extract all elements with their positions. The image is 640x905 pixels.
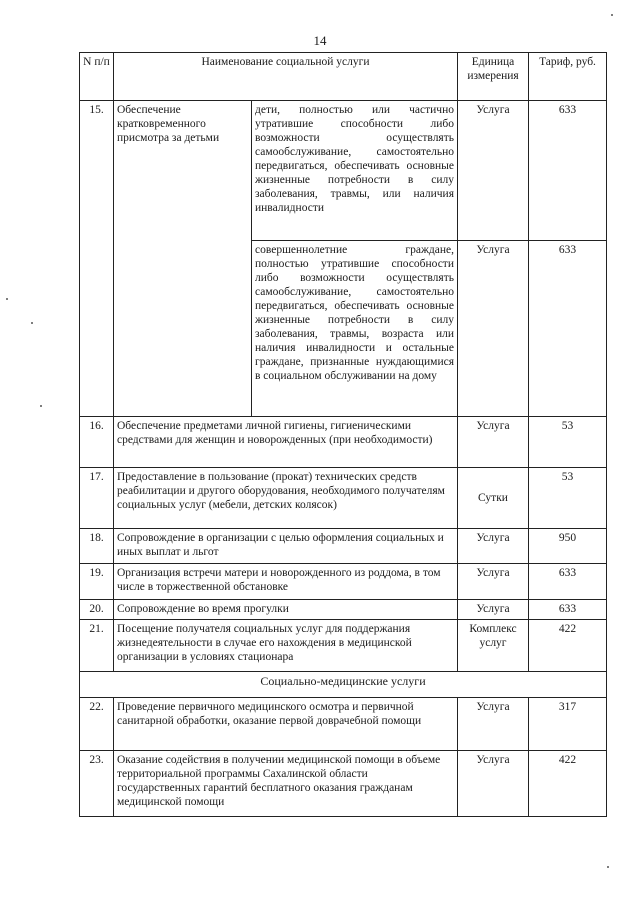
service-name: Организация встречи матери и новорожденного из роддома, в том числе в торжественной обстановке bbox=[114, 564, 458, 600]
scan-speck bbox=[607, 866, 609, 868]
unit-cell: Услуга bbox=[458, 600, 529, 620]
scan-speck bbox=[31, 322, 33, 324]
row-number: 19. bbox=[80, 564, 114, 600]
service-name: Обеспечение предметами личной гигиены, гигиеническими средствами для женщин и новорожденных (при необходимости) bbox=[114, 417, 458, 468]
table-row bbox=[80, 101, 607, 241]
section-title: Социально-медицинские услуги bbox=[80, 672, 607, 698]
unit-cell: Сутки bbox=[458, 468, 529, 529]
row-number: 16. bbox=[80, 417, 114, 468]
service-subcategory: совершеннолетние граждане, полностью утратившие способности либо возможности осуществлять самообслуживание, самостоятельно передвигаться, обеспечивать основные жизненные потребности в силу заболевания, травмы, возраста или наличия инвалидности и остальные граждане, признанные нуждающимися в социальном обслуживании на дому bbox=[252, 241, 458, 417]
tariff-table bbox=[79, 52, 607, 817]
tariff-cell: 317 bbox=[529, 698, 607, 751]
scan-speck bbox=[6, 298, 8, 300]
tariff-cell: 422 bbox=[529, 620, 607, 672]
unit-cell: Услуга bbox=[458, 101, 529, 241]
section-row bbox=[80, 672, 607, 698]
tariff-cell: 53 bbox=[529, 417, 607, 468]
service-name: Оказание содействия в получении медицинской помощи в объеме территориальной программы Сахалинской области государственных гарантий бесплатного оказания гражданам медицинской помощи bbox=[114, 751, 458, 817]
table-row bbox=[80, 600, 607, 620]
unit-cell: Услуга bbox=[458, 698, 529, 751]
service-name: Посещение получателя социальных услуг для поддержания жизнедеятельности в случае его нахождения в медицинской организации в условиях стационара bbox=[114, 620, 458, 672]
row-number: 20. bbox=[80, 600, 114, 620]
tariff-cell: 422 bbox=[529, 751, 607, 817]
header-name: Наименование социальной услуги bbox=[114, 53, 458, 101]
unit-cell: Услуга bbox=[458, 417, 529, 468]
table-row bbox=[80, 468, 607, 529]
service-name: Проведение первичного медицинского осмотра и первичной санитарной обработки, оказание первой доврачебной помощи bbox=[114, 698, 458, 751]
unit-cell: Услуга bbox=[458, 564, 529, 600]
table-row bbox=[80, 564, 607, 600]
service-name: Предоставление в пользование (прокат) технических средств реабилитации и другого оборудования, необходимого получателям социальных услуг (мебели, детских колясок) bbox=[114, 468, 458, 529]
table-row bbox=[80, 417, 607, 468]
table-row bbox=[80, 620, 607, 672]
table-header-row bbox=[80, 53, 607, 101]
service-name: Сопровождение во время прогулки bbox=[114, 600, 458, 620]
tariff-cell: 633 bbox=[529, 600, 607, 620]
scan-speck bbox=[611, 14, 613, 16]
table-row bbox=[80, 698, 607, 751]
tariff-cell: 633 bbox=[529, 101, 607, 241]
service-name: Сопровождение в организации с целью оформления социальных и иных выплат и льгот bbox=[114, 529, 458, 564]
table-row bbox=[80, 751, 607, 817]
unit-cell: Услуга bbox=[458, 751, 529, 817]
header-unit: Единица измерения bbox=[458, 53, 529, 101]
row-number: 22. bbox=[80, 698, 114, 751]
tariff-cell: 633 bbox=[529, 241, 607, 417]
row-number: 17. bbox=[80, 468, 114, 529]
row-number: 18. bbox=[80, 529, 114, 564]
row-number: 21. bbox=[80, 620, 114, 672]
tariff-cell: 53 bbox=[529, 468, 607, 529]
row-number: 23. bbox=[80, 751, 114, 817]
scan-speck bbox=[40, 405, 42, 407]
unit-cell: Услуга bbox=[458, 529, 529, 564]
unit-cell: Комплекс услуг bbox=[458, 620, 529, 672]
row-number: 15. bbox=[80, 101, 114, 417]
unit-cell: Услуга bbox=[458, 241, 529, 417]
tariff-cell: 950 bbox=[529, 529, 607, 564]
service-name: Обеспечение кратковременного присмотра за детьми bbox=[114, 101, 252, 417]
page-number: 14 bbox=[313, 33, 327, 48]
service-subcategory: дети, полностью или частично утратившие способности либо возможности осуществлять самообслуживание, самостоятельно передвигаться, обеспечивать основные жизненные потребности в силу заболевания, травмы, или наличия инвалидности bbox=[252, 101, 458, 241]
header-num: N п/п bbox=[80, 53, 114, 101]
table-row bbox=[80, 529, 607, 564]
tariff-cell: 633 bbox=[529, 564, 607, 600]
header-tariff: Тариф, руб. bbox=[529, 53, 607, 101]
